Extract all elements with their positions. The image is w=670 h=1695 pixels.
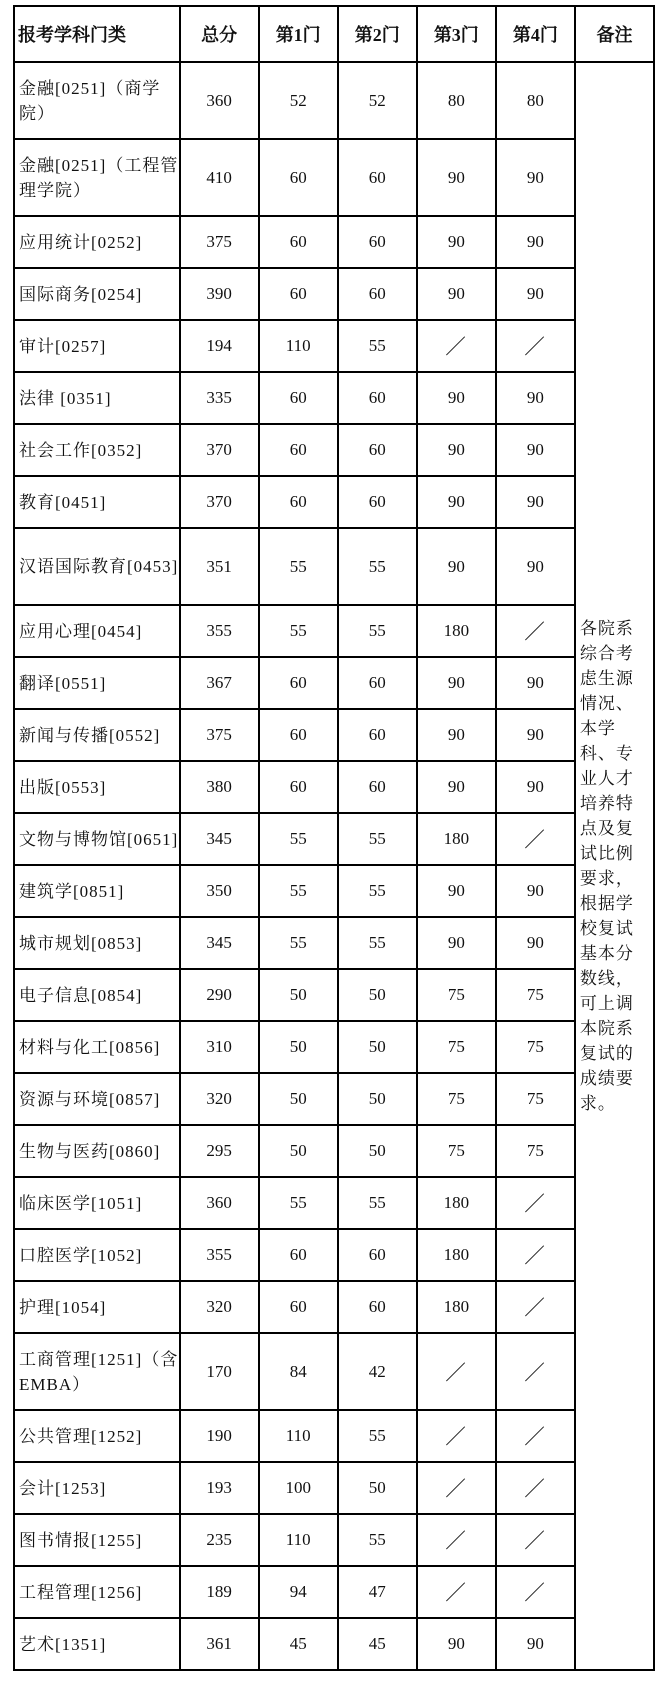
subject-4-score-cell: 90: [496, 528, 575, 605]
subject-cell: 应用统计[0252]: [14, 216, 180, 268]
subject-3-score-cell: [417, 320, 496, 372]
subject-2-score-cell: 60: [338, 1281, 417, 1333]
table-row: [14, 761, 654, 813]
subject-3-score-cell: 75: [417, 1125, 496, 1177]
header-total: 总分: [180, 6, 259, 62]
subject-2-score-cell: 55: [338, 917, 417, 969]
total-score-cell: 350: [180, 865, 259, 917]
subject-cell: 临床医学[1051]: [14, 1177, 180, 1229]
table-row: [14, 320, 654, 372]
subject-1-score-cell: 60: [259, 657, 338, 709]
table-row: [14, 528, 654, 605]
table-row: [14, 709, 654, 761]
subject-2-score-cell: 60: [338, 268, 417, 320]
subject-4-score-cell: 90: [496, 372, 575, 424]
subject-2-score-cell: 60: [338, 372, 417, 424]
subject-1-score-cell: 84: [259, 1333, 338, 1410]
score-table: [13, 5, 655, 1671]
subject-cell: 会计[1253]: [14, 1462, 180, 1514]
total-score-cell: 345: [180, 917, 259, 969]
subject-cell: 城市规划[0853]: [14, 917, 180, 969]
total-score-cell: 190: [180, 1410, 259, 1462]
score-table-container: [13, 5, 655, 1671]
subject-4-score-cell: 90: [496, 657, 575, 709]
subject-1-score-cell: 55: [259, 1177, 338, 1229]
total-score-cell: 375: [180, 216, 259, 268]
header-subject-2: 第2门: [338, 6, 417, 62]
table-row: [14, 605, 654, 657]
subject-cell: 翻译[0551]: [14, 657, 180, 709]
subject-cell: 口腔医学[1052]: [14, 1229, 180, 1281]
table-row: [14, 1410, 654, 1462]
subject-cell: 新闻与传播[0552]: [14, 709, 180, 761]
subject-cell: 生物与医药[0860]: [14, 1125, 180, 1177]
table-row: [14, 139, 654, 216]
subject-cell: 护理[1054]: [14, 1281, 180, 1333]
total-score-cell: 345: [180, 813, 259, 865]
subject-4-score-cell: [496, 320, 575, 372]
subject-1-score-cell: 50: [259, 1125, 338, 1177]
subject-cell: 出版[0553]: [14, 761, 180, 813]
subject-2-score-cell: 60: [338, 657, 417, 709]
not-applicable-slash-icon: [524, 620, 546, 642]
subject-2-score-cell: 50: [338, 1125, 417, 1177]
total-score-cell: 375: [180, 709, 259, 761]
total-score-cell: 351: [180, 528, 259, 605]
subject-1-score-cell: 110: [259, 1410, 338, 1462]
subject-1-score-cell: 45: [259, 1618, 338, 1670]
subject-4-score-cell: [496, 1514, 575, 1566]
subject-cell: 教育[0451]: [14, 476, 180, 528]
subject-3-score-cell: 180: [417, 813, 496, 865]
subject-cell: 资源与环境[0857]: [14, 1073, 180, 1125]
subject-cell: 法律 [0351]: [14, 372, 180, 424]
subject-cell: 图书情报[1255]: [14, 1514, 180, 1566]
subject-4-score-cell: 90: [496, 424, 575, 476]
subject-3-score-cell: 75: [417, 1021, 496, 1073]
subject-1-score-cell: 60: [259, 139, 338, 216]
subject-2-score-cell: 47: [338, 1566, 417, 1618]
total-score-cell: 370: [180, 424, 259, 476]
total-score-cell: 367: [180, 657, 259, 709]
subject-3-score-cell: 90: [417, 139, 496, 216]
subject-3-score-cell: [417, 1514, 496, 1566]
remark-cell: 各院系综合考虑生源情况、本学科、专业人才培养特点及复试比例要求，根据学校复试基本分数线，可上调本院系复试的成绩要求。: [575, 62, 654, 1670]
total-score-cell: 193: [180, 1462, 259, 1514]
total-score-cell: 360: [180, 62, 259, 139]
subject-4-score-cell: 75: [496, 969, 575, 1021]
subject-cell: 国际商务[0254]: [14, 268, 180, 320]
subject-2-score-cell: 60: [338, 139, 417, 216]
subject-1-score-cell: 60: [259, 1281, 338, 1333]
subject-2-score-cell: 55: [338, 528, 417, 605]
subject-cell: 工商管理[1251]（含EMBA）: [14, 1333, 180, 1410]
subject-cell: 应用心理[0454]: [14, 605, 180, 657]
subject-2-score-cell: 50: [338, 1021, 417, 1073]
subject-cell: 汉语国际教育[0453]: [14, 528, 180, 605]
subject-2-score-cell: 60: [338, 476, 417, 528]
subject-2-score-cell: 42: [338, 1333, 417, 1410]
subject-cell: 金融[0251]（工程管理学院）: [14, 139, 180, 216]
subject-4-score-cell: 90: [496, 917, 575, 969]
table-row: [14, 1229, 654, 1281]
subject-cell: 电子信息[0854]: [14, 969, 180, 1021]
subject-3-score-cell: 90: [417, 268, 496, 320]
subject-4-score-cell: 75: [496, 1073, 575, 1125]
subject-2-score-cell: 55: [338, 1177, 417, 1229]
subject-2-score-cell: 60: [338, 1229, 417, 1281]
subject-3-score-cell: 90: [417, 865, 496, 917]
subject-3-score-cell: 180: [417, 1229, 496, 1281]
not-applicable-slash-icon: [524, 335, 546, 357]
subject-3-score-cell: [417, 1410, 496, 1462]
subject-3-score-cell: 80: [417, 62, 496, 139]
subject-3-score-cell: 75: [417, 1073, 496, 1125]
subject-4-score-cell: [496, 605, 575, 657]
not-applicable-slash-icon: [524, 1425, 546, 1447]
subject-cell: 工程管理[1256]: [14, 1566, 180, 1618]
subject-4-score-cell: [496, 1229, 575, 1281]
table-body: [14, 62, 654, 1670]
subject-cell: 材料与化工[0856]: [14, 1021, 180, 1073]
subject-3-score-cell: 180: [417, 605, 496, 657]
subject-1-score-cell: 60: [259, 761, 338, 813]
total-score-cell: 320: [180, 1281, 259, 1333]
subject-cell: 建筑学[0851]: [14, 865, 180, 917]
subject-3-score-cell: 90: [417, 216, 496, 268]
subject-1-score-cell: 55: [259, 917, 338, 969]
subject-2-score-cell: 50: [338, 1073, 417, 1125]
total-score-cell: 310: [180, 1021, 259, 1073]
subject-3-score-cell: 90: [417, 476, 496, 528]
subject-1-score-cell: 55: [259, 528, 338, 605]
table-row: [14, 372, 654, 424]
subject-3-score-cell: 180: [417, 1281, 496, 1333]
subject-cell: 文物与博物馆[0651]: [14, 813, 180, 865]
subject-1-score-cell: 60: [259, 1229, 338, 1281]
table-row: [14, 1021, 654, 1073]
subject-1-score-cell: 100: [259, 1462, 338, 1514]
subject-3-score-cell: [417, 1462, 496, 1514]
subject-2-score-cell: 45: [338, 1618, 417, 1670]
subject-cell: 金融[0251]（商学院）: [14, 62, 180, 139]
not-applicable-slash-icon: [524, 1529, 546, 1551]
total-score-cell: 320: [180, 1073, 259, 1125]
subject-3-score-cell: 180: [417, 1177, 496, 1229]
subject-3-score-cell: 90: [417, 709, 496, 761]
table-row: [14, 917, 654, 969]
subject-4-score-cell: 80: [496, 62, 575, 139]
table-row: [14, 1566, 654, 1618]
subject-1-score-cell: 55: [259, 813, 338, 865]
subject-2-score-cell: 52: [338, 62, 417, 139]
total-score-cell: 355: [180, 1229, 259, 1281]
subject-4-score-cell: 90: [496, 865, 575, 917]
subject-1-score-cell: 50: [259, 969, 338, 1021]
table-row: [14, 1618, 654, 1670]
not-applicable-slash-icon: [524, 1192, 546, 1214]
subject-4-score-cell: 90: [496, 761, 575, 813]
subject-4-score-cell: 75: [496, 1021, 575, 1073]
subject-4-score-cell: [496, 1410, 575, 1462]
subject-3-score-cell: 90: [417, 1618, 496, 1670]
table-row: [14, 1462, 654, 1514]
total-score-cell: 189: [180, 1566, 259, 1618]
subject-1-score-cell: 55: [259, 605, 338, 657]
subject-1-score-cell: 60: [259, 268, 338, 320]
table-row: [14, 1177, 654, 1229]
total-score-cell: 410: [180, 139, 259, 216]
subject-3-score-cell: [417, 1333, 496, 1410]
not-applicable-slash-icon: [445, 1425, 467, 1447]
table-row: [14, 969, 654, 1021]
subject-3-score-cell: 90: [417, 372, 496, 424]
total-score-cell: 355: [180, 605, 259, 657]
total-score-cell: 360: [180, 1177, 259, 1229]
subject-1-score-cell: 50: [259, 1021, 338, 1073]
subject-1-score-cell: 110: [259, 1514, 338, 1566]
subject-1-score-cell: 60: [259, 476, 338, 528]
subject-4-score-cell: [496, 1281, 575, 1333]
table-row: [14, 476, 654, 528]
header-subject-4: 第4门: [496, 6, 575, 62]
table-row: [14, 1333, 654, 1410]
subject-4-score-cell: 90: [496, 139, 575, 216]
subject-2-score-cell: 55: [338, 1514, 417, 1566]
table-row: [14, 424, 654, 476]
total-score-cell: 380: [180, 761, 259, 813]
subject-2-score-cell: 50: [338, 1462, 417, 1514]
header-row: [14, 6, 654, 62]
total-score-cell: 290: [180, 969, 259, 1021]
subject-3-score-cell: 90: [417, 657, 496, 709]
subject-4-score-cell: 75: [496, 1125, 575, 1177]
table-row: [14, 1125, 654, 1177]
total-score-cell: 335: [180, 372, 259, 424]
subject-1-score-cell: 94: [259, 1566, 338, 1618]
table-row: [14, 865, 654, 917]
subject-1-score-cell: 60: [259, 372, 338, 424]
total-score-cell: 170: [180, 1333, 259, 1410]
header-subject-3: 第3门: [417, 6, 496, 62]
subject-1-score-cell: 55: [259, 865, 338, 917]
subject-1-score-cell: 52: [259, 62, 338, 139]
subject-4-score-cell: [496, 1566, 575, 1618]
not-applicable-slash-icon: [445, 1581, 467, 1603]
subject-cell: 艺术[1351]: [14, 1618, 180, 1670]
header-subject: 报考学科门类: [14, 6, 180, 62]
subject-4-score-cell: 90: [496, 268, 575, 320]
total-score-cell: 194: [180, 320, 259, 372]
subject-2-score-cell: 55: [338, 865, 417, 917]
subject-1-score-cell: 110: [259, 320, 338, 372]
subject-4-score-cell: 90: [496, 476, 575, 528]
subject-cell: 公共管理[1252]: [14, 1410, 180, 1462]
subject-3-score-cell: [417, 1566, 496, 1618]
not-applicable-slash-icon: [445, 1361, 467, 1383]
subject-3-score-cell: 90: [417, 528, 496, 605]
subject-1-score-cell: 60: [259, 424, 338, 476]
table-row: [14, 1514, 654, 1566]
subject-4-score-cell: 90: [496, 1618, 575, 1670]
not-applicable-slash-icon: [524, 828, 546, 850]
subject-3-score-cell: 90: [417, 761, 496, 813]
subject-3-score-cell: 75: [417, 969, 496, 1021]
subject-4-score-cell: [496, 1333, 575, 1410]
table-row: [14, 1073, 654, 1125]
subject-2-score-cell: 60: [338, 216, 417, 268]
subject-1-score-cell: 50: [259, 1073, 338, 1125]
subject-2-score-cell: 55: [338, 320, 417, 372]
not-applicable-slash-icon: [445, 1529, 467, 1551]
subject-4-score-cell: [496, 813, 575, 865]
table-row: [14, 1281, 654, 1333]
table-row: [14, 657, 654, 709]
subject-cell: 审计[0257]: [14, 320, 180, 372]
subject-cell: 社会工作[0352]: [14, 424, 180, 476]
subject-4-score-cell: 90: [496, 216, 575, 268]
subject-3-score-cell: 90: [417, 424, 496, 476]
not-applicable-slash-icon: [524, 1477, 546, 1499]
subject-2-score-cell: 55: [338, 813, 417, 865]
not-applicable-slash-icon: [445, 1477, 467, 1499]
subject-1-score-cell: 60: [259, 216, 338, 268]
table-row: [14, 268, 654, 320]
not-applicable-slash-icon: [524, 1361, 546, 1383]
header-remark: 备注: [575, 6, 654, 62]
table-row: [14, 216, 654, 268]
subject-2-score-cell: 50: [338, 969, 417, 1021]
not-applicable-slash-icon: [524, 1581, 546, 1603]
not-applicable-slash-icon: [524, 1296, 546, 1318]
subject-2-score-cell: 55: [338, 605, 417, 657]
subject-4-score-cell: 90: [496, 709, 575, 761]
table-row: [14, 62, 654, 139]
subject-2-score-cell: 55: [338, 1410, 417, 1462]
subject-4-score-cell: [496, 1462, 575, 1514]
header-subject-1: 第1门: [259, 6, 338, 62]
not-applicable-slash-icon: [445, 335, 467, 357]
subject-1-score-cell: 60: [259, 709, 338, 761]
subject-2-score-cell: 60: [338, 709, 417, 761]
total-score-cell: 295: [180, 1125, 259, 1177]
total-score-cell: 370: [180, 476, 259, 528]
total-score-cell: 390: [180, 268, 259, 320]
table-row: [14, 813, 654, 865]
subject-2-score-cell: 60: [338, 761, 417, 813]
subject-3-score-cell: 90: [417, 917, 496, 969]
subject-2-score-cell: 60: [338, 424, 417, 476]
subject-4-score-cell: [496, 1177, 575, 1229]
total-score-cell: 235: [180, 1514, 259, 1566]
not-applicable-slash-icon: [524, 1244, 546, 1266]
total-score-cell: 361: [180, 1618, 259, 1670]
